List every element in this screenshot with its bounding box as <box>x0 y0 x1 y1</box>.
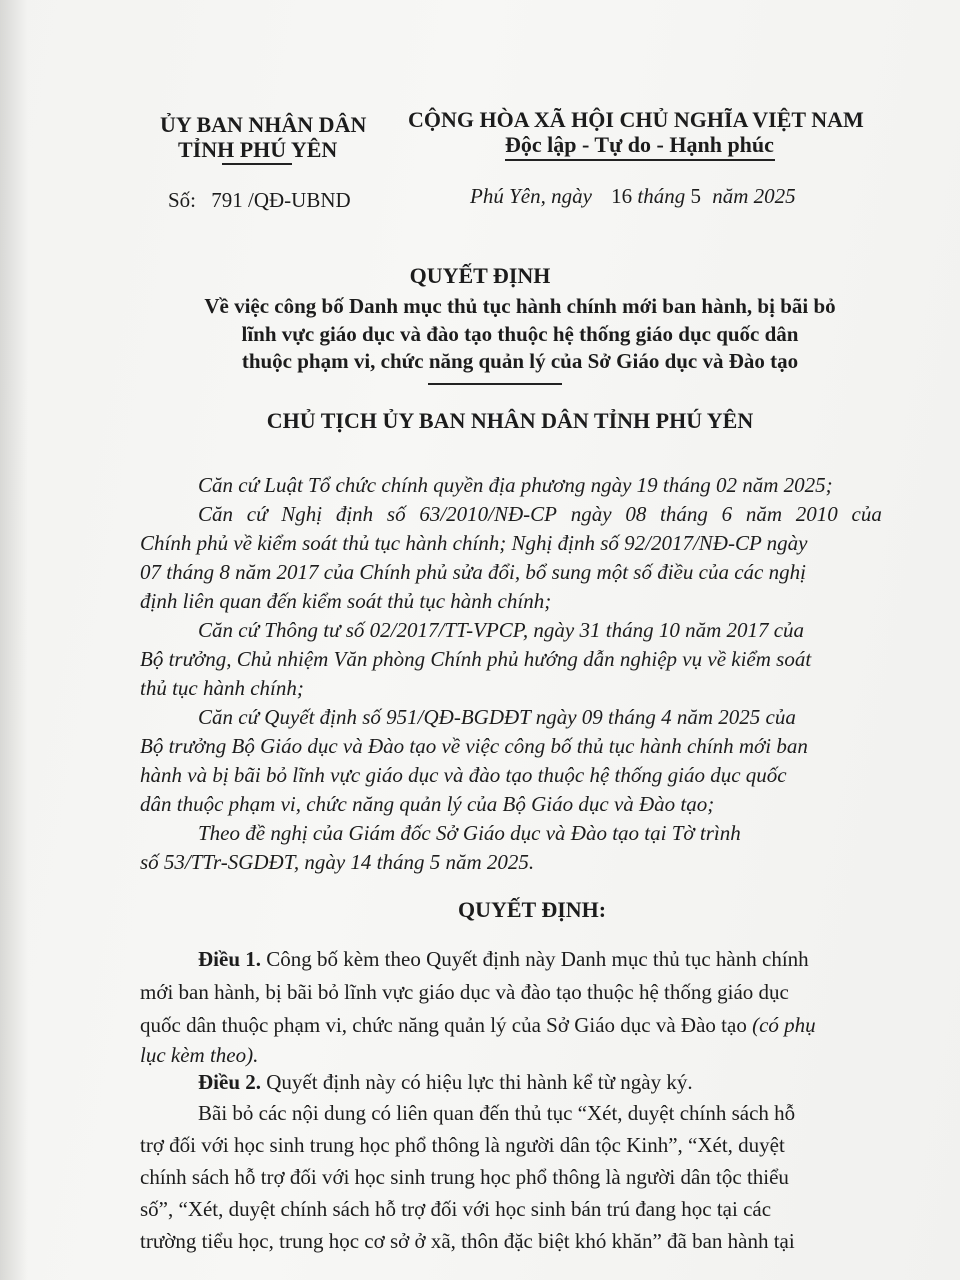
article-2-line-1 <box>198 1070 693 1095</box>
date-month: 5 <box>690 184 701 208</box>
republic-name: CỘNG HÒA XÃ HỘI CHỦ NGHĨA VIỆT NAM <box>408 107 864 132</box>
basis-line: Căn cứ Quyết định số 951/QĐ-BGDĐT ngày 09 tháng 4 năm 2025 của <box>198 705 796 729</box>
article-1-text: quốc dân thuộc phạm vi, chức năng quản lý của Sở Giáo dục và Đào tạo <box>140 1013 747 1037</box>
agency-name-line2: TỈNH PHÚ YÊN <box>178 137 338 162</box>
article-1-line-3 <box>140 1013 816 1038</box>
subject-line-3: thuộc phạm vi, chức năng quản lý của Sở Giáo dục và Đào tạo <box>241 349 799 373</box>
place-date <box>470 184 796 209</box>
article-2-para-line: trường tiểu học, trung học cơ sở ở xã, thôn đặc biệt khó khăn” đã ban hành tại <box>140 1229 795 1253</box>
subject-line-2: lĩnh vực giáo dục và đào tạo thuộc hệ thống giáo dục quốc dân <box>241 322 799 346</box>
doc-number <box>168 188 351 213</box>
article-2-text: Quyết định này có hiệu lực thi hành kể từ ngày ký. <box>266 1070 693 1094</box>
date-month-label: tháng <box>637 184 686 208</box>
article-2-label: Điều 2. <box>198 1070 261 1094</box>
basis-line: Căn cứ Thông tư số 02/2017/TT-VPCP, ngày 31 tháng 10 năm 2017 của <box>198 618 805 642</box>
basis-line: Căn cứ Nghị định số 63/2010/NĐ-CP ngày 08 tháng 6 năm 2010 của <box>198 502 882 526</box>
place-date-prefix: Phú Yên, ngày <box>470 184 592 208</box>
agency-underline <box>222 163 292 165</box>
subject-line-1: Về việc công bố Danh mục thủ tục hành chính mới ban hành, bị bãi bỏ <box>204 294 836 318</box>
basis-line: Căn cứ Luật Tổ chức chính quyền địa phương ngày 19 tháng 02 năm 2025; <box>198 473 833 497</box>
basis-line: hành và bị bãi bỏ lĩnh vực giáo dục và đào tạo thuộc hệ thống giáo dục quốc <box>140 763 787 787</box>
article-2-para-line: trợ đối với học sinh trung học phổ thông là người dân tộc Kinh”, “Xét, duyệt <box>140 1133 785 1157</box>
page-edge-shadow <box>0 0 28 1280</box>
article-2-para-line: chính sách hỗ trợ đối với học sinh trung học phổ thông là người dân tộc thiểu <box>140 1165 789 1189</box>
article-2-para-line: Bãi bỏ các nội dung có liên quan đến thủ tục “Xét, duyệt chính sách hỗ <box>198 1101 796 1125</box>
basis-line: 07 tháng 8 năm 2017 của Chính phủ sửa đổi, bổ sung một số điều của các nghị <box>140 560 806 584</box>
article-1-text: Công bố kèm theo Quyết định này Danh mục thủ tục hành chính <box>266 947 809 971</box>
article-1-line-1 <box>198 947 809 972</box>
issuing-authority: CHỦ TỊCH ỦY BAN NHÂN DÂN TỈNH PHÚ YÊN <box>266 408 754 433</box>
article-1-annex-note: (có phụ <box>752 1013 816 1037</box>
decision-heading: QUYẾT ĐỊNH: <box>458 897 607 922</box>
motto: Độc lập - Tự do - Hạnh phúc <box>505 132 774 157</box>
date-day: 16 <box>611 184 633 208</box>
article-1-label: Điều 1. <box>198 947 261 971</box>
doc-type-title: QUYẾT ĐỊNH <box>409 263 551 288</box>
agency-name-line1: ỦY BAN NHÂN DÂN <box>160 112 367 137</box>
doc-number-label: Số: <box>168 188 197 212</box>
article-1-line-2: mới ban hành, bị bãi bỏ lĩnh vực giáo dục và đào tạo thuộc hệ thống giáo dục <box>140 980 789 1004</box>
basis-line: số 53/TTr-SGDĐT, ngày 14 tháng 5 năm 2025. <box>140 850 535 874</box>
basis-line: thủ tục hành chính; <box>140 676 304 700</box>
subject-underline <box>428 383 562 385</box>
article-2-para-line: số”, “Xét, duyệt chính sách hỗ trợ đối với học sinh bán trú đang học tại các <box>140 1197 772 1221</box>
motto-underline <box>505 159 775 161</box>
basis-line: Bộ trưởng, Chủ nhiệm Văn phòng Chính phủ hướng dẫn nghiệp vụ về kiểm soát <box>140 647 812 671</box>
basis-line: Chính phủ về kiểm soát thủ tục hành chính; Nghị định số 92/2017/NĐ-CP ngày <box>140 531 808 555</box>
basis-line: dân thuộc phạm vi, chức năng quản lý của Bộ Giáo dục và Đào tạo; <box>140 792 715 816</box>
basis-line: Theo đề nghị của Giám đốc Sở Giáo dục và Đào tạo tại Tờ trình <box>198 821 741 845</box>
basis-line: định liên quan đến kiểm soát thủ tục hành chính; <box>140 589 552 613</box>
doc-number-value: 791 /QĐ-UBND <box>211 188 351 212</box>
article-1-line-4: lục kèm theo). <box>140 1043 259 1067</box>
date-year: năm 2025 <box>712 184 796 208</box>
basis-line: Bộ trưởng Bộ Giáo dục và Đào tạo về việc công bố thủ tục hành chính mới ban <box>140 734 808 758</box>
